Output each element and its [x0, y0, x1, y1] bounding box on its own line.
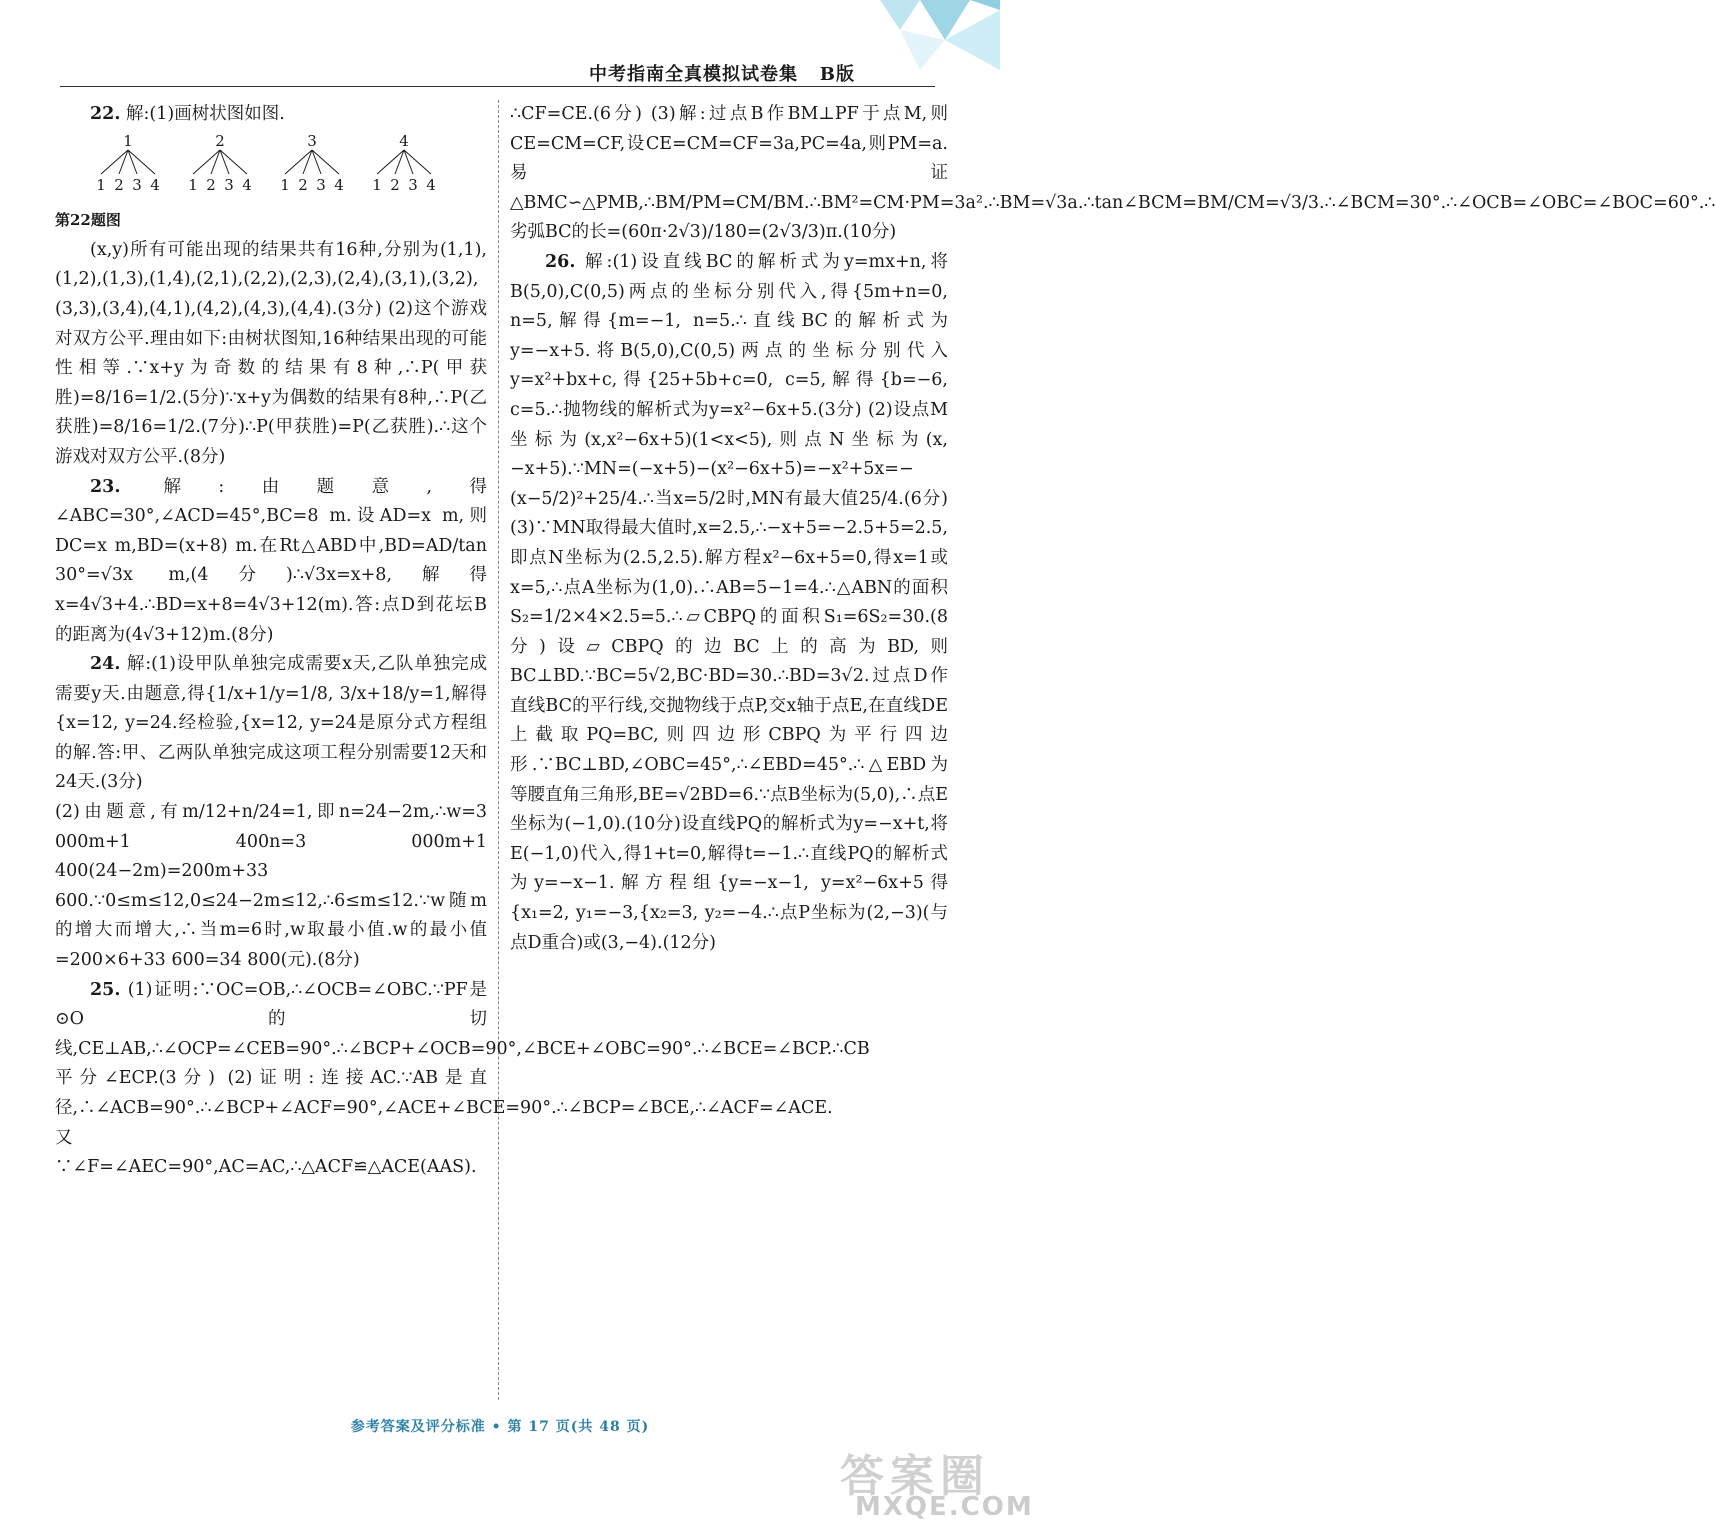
- q25-number: 25.: [90, 979, 121, 1000]
- page-footer: 参考答案及评分标准 • 第 17 页(共 48 页): [350, 1419, 650, 1435]
- tree-diagram: [95, 132, 475, 194]
- tree-leaf: 2: [390, 175, 400, 194]
- tree-leaf: 3: [316, 175, 326, 194]
- watermark: [720, 1440, 1034, 1530]
- page-header: [589, 60, 855, 86]
- tree-leaf: 4: [334, 175, 344, 194]
- tree-root: 3: [307, 131, 317, 150]
- tree-root: 4: [399, 131, 409, 150]
- header-version: B版: [819, 64, 855, 85]
- header-title: 中考指南全真模拟试卷集: [588, 64, 798, 85]
- header-rule: [60, 86, 935, 87]
- q23: 23. 解:由题意,得∠ABC=30°,∠ACD=45°,BC=8 m.设AD=x m,则DC=x m,BD=(x+8) m.在Rt△ABD中,BD=AD/tan 30°=√3x m,(4分)∴√3x=x+8,解得x=4√3+4.∴BD=x+8=4√3+12(m).答:点D到花坛B的距离为(4√3+12)m.(8分): [55, 476, 487, 645]
- q22-intro: 22. 解:(1)画树状图如图.: [90, 104, 285, 124]
- watermark-url: MXQE.COM: [855, 1492, 1034, 1522]
- tree-leaf: 1: [372, 175, 382, 194]
- q25: 25. (1)证明:∵OC=OB,∴∠OCB=∠OBC.∵PF是⊙O的切线,CE⊥AB,∴∠OCP=∠CEB=90°.∴∠BCP+∠OCB=90°,∠BCE+∠OBC=90°.∴∠BCE=∠BCP.∴CB平分∠ECP.(3分) (2)证明:连接AC.∵AB是直径,∴∠ACB=90°.∴∠BCP+∠ACF=90°,∠ACE+∠BCE=90°.∴∠BCP=∠BCE,∴∠ACF=∠ACE.又∵∠F=∠AEC=90°,AC=AC,∴△ACF≌△ACE(AAS).: [55, 979, 870, 1178]
- q25-continued: ∴CF=CE.(6分) (3)解:过点B作BM⊥PF于点M,则CE=CM=CF,设CE=CM=CF=3a,PC=4a,则PM=a.易证△BMC∽△PMB,∴BM/PM=CM/BM.∴BM²=CM·PM=3a².∴BM=√3a.∴tan∠BCM=BM/CM=√3/3.∴∠BCM=30°.∴∠OCB=∠OBC=∠BOC=60°.∴劣弧BC的长=(60π·2√3)/180=(2√3/3)π.(10分): [510, 104, 1715, 243]
- watermark-logo: 答案圈: [840, 1451, 990, 1502]
- tree-leaf: 4: [150, 175, 160, 194]
- tree-caption: 第22题图: [55, 211, 121, 230]
- tree-group-4: [372, 132, 436, 194]
- column-divider: [498, 100, 499, 1400]
- q26-number: 26.: [545, 251, 576, 272]
- tree-leaf: 4: [242, 175, 252, 194]
- tree-leaf: 1: [188, 175, 198, 194]
- right-column: [510, 100, 1715, 958]
- q24-part2: (2)由题意,有m/12+n/24=1,即n=24−2m,∴w=3 000m+1 400n=3 000m+1 400(24−2m)=200m+33 600.∵0≤m≤12,0≤24−2m≤12,∴6≤m≤12.∵w随m的增大而增大,∴当m=6时,w取最小值.w的最小值=200×6+33 600=34 800(元).(8分): [55, 802, 487, 971]
- tree-leaf: 2: [206, 175, 216, 194]
- tree-leaf: 3: [408, 175, 418, 194]
- tree-leaf: 1: [280, 175, 290, 194]
- tree-leaf: 3: [132, 175, 142, 194]
- q22-body: (x,y)所有可能出现的结果共有16种,分别为(1,1),(1,2),(1,3),(1,4),(2,1),(2,2),(2,3),(2,4),(3,1),(3,2),(3,3),(3,4),(4,1),(4,2),(4,3),(4,4).(3分) (2)这个游戏对双方公平.理由如下:由树状图知,16种结果出现的可能性相等.∵x+y为奇数的结果有8种,∴P(甲获胜)=8/16=1/2.(5分)∵x+y为偶数的结果有8种,∴P(乙获胜)=8/16=1/2.(7分)∴P(甲获胜)=P(乙获胜).∴这个游戏对双方公平.(8分): [55, 239, 487, 467]
- tree-group-2: [188, 132, 252, 194]
- q24: 24. 解:(1)设甲队单独完成需要x天,乙队单独完成需要y天.由题意,得{1/x+1/y=1/8, 3/x+18/y=1,解得{x=12, y=24.经检验,{x=12, y=24是原分式方程组的解.答:甲、乙两队单独完成这项工程分别需要12天和24天.(3分): [55, 654, 487, 793]
- tree-leaf: 2: [298, 175, 308, 194]
- tree-group-3: [280, 132, 344, 194]
- tree-leaf: 2: [114, 175, 124, 194]
- tree-leaf: 1: [96, 175, 106, 194]
- tree-root: 1: [123, 131, 133, 150]
- tree-group-1: [96, 132, 160, 194]
- q26: 26. 解:(1)设直线BC的解析式为y=mx+n,将B(5,0),C(0,5)两点的坐标分别代入,得{5m+n=0, n=5,解得{m=−1, n=5.∴直线BC的解析式为y=−x+5.将B(5,0),C(0,5)两点的坐标分别代入y=x²+bx+c,得{25+5b+c=0, c=5,解得{b=−6, c=5.∴抛物线的解析式为y=x²−6x+5.(3分) (2)设点M坐标为(x,x²−6x+5)(1<x<5),则点N坐标为(x,−x+5).∵MN=(−x+5)−(x²−6x+5)=−x²+5x=−(x−5/2)²+25/4.∴当x=5/2时,MN有最大值25/4.(6分) (3)∵MN取得最大值时,x=2.5,∴−x+5=−2.5+5=2.5,即点N坐标为(2.5,2.5).解方程x²−6x+5=0,得x=1或x=5,∴点A坐标为(1,0).∴AB=5−1=4.∴△ABN的面积S₂=1/2×4×2.5=5.∴▱CBPQ的面积S₁=6S₂=30.(8分)设▱CBPQ的边BC上的高为BD,则BC⊥BD.∵BC=5√2,BC·BD=30.∴BD=3√2.过点D作直线BC的平行线,交抛物线于点P,交x轴于点E,在直线DE上截取PQ=BC,则四边形CBPQ为平行四边形.∵BC⊥BD,∠OBC=45°,∴∠EBD=45°.∴△EBD为等腰直角三角形,BE=√2BD=6.∵点B坐标为(5,0),∴点E坐标为(−1,0).(10分)设直线PQ的解析式为y=−x+t,将E(−1,0)代入,得1+t=0,解得t=−1.∴直线PQ的解析式为y=−x−1.解方程组{y=−x−1, y=x²−6x+5得{x₁=2, y₁=−3,{x₂=3, y₂=−4.∴点P坐标为(2,−3)(与点D重合)或(3,−4).(12分): [510, 251, 948, 953]
- q22-number: 22.: [90, 104, 121, 124]
- tree-leaf: 4: [426, 175, 436, 194]
- q24-number: 24.: [90, 654, 121, 675]
- tree-root: 2: [215, 131, 225, 150]
- tree-leaf: 3: [224, 175, 234, 194]
- q23-number: 23.: [90, 476, 121, 497]
